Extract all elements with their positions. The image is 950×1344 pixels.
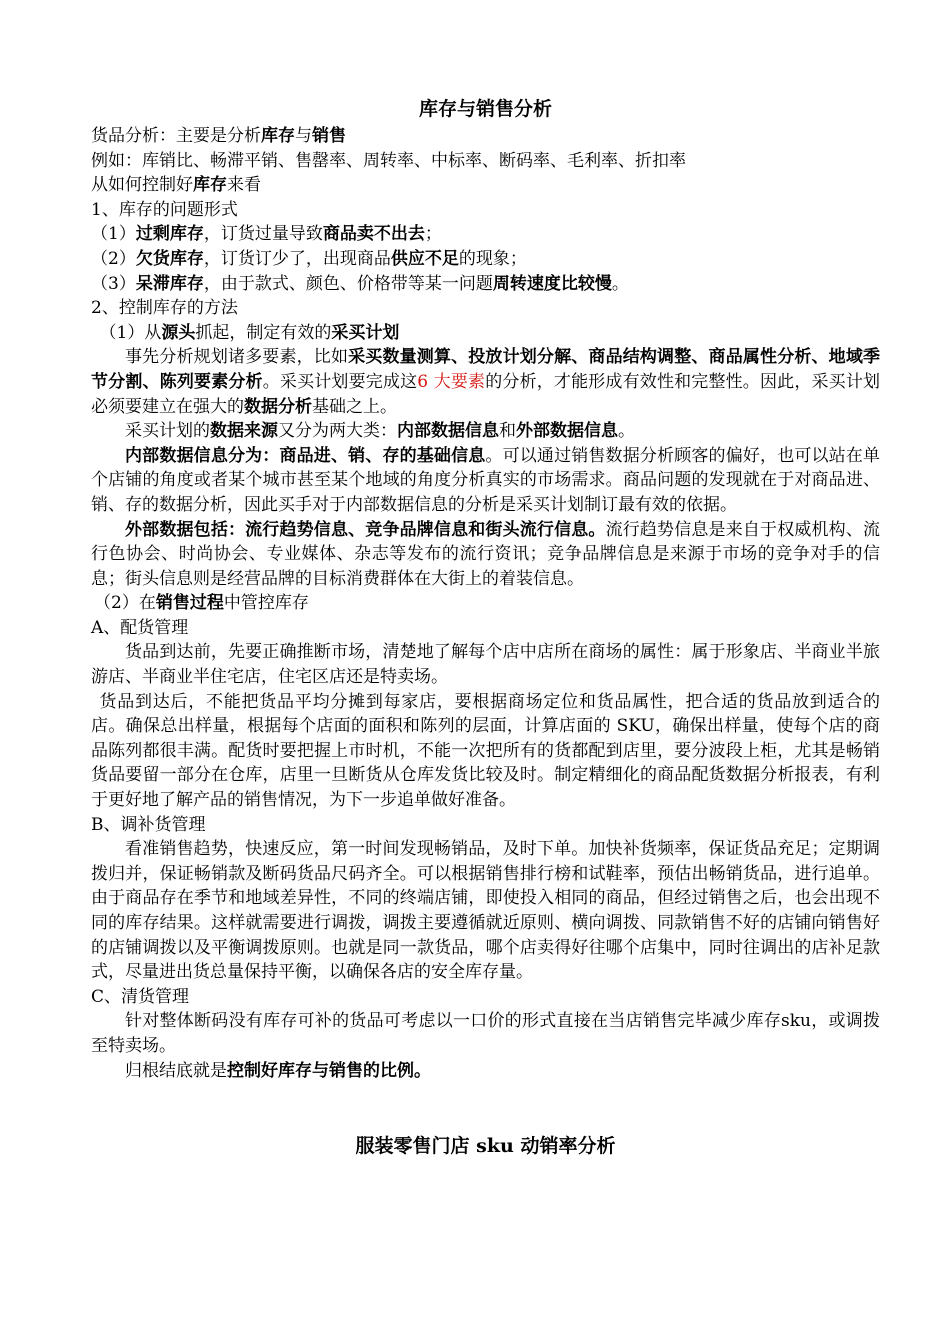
list-item-dead-stock bbox=[91, 272, 880, 297]
subheading-source-control bbox=[91, 321, 880, 346]
section-heading-b: B、调补货管理 bbox=[91, 814, 206, 835]
bold-run: 内部数据信息分为：商品进、销、存的基础信息 bbox=[125, 445, 486, 466]
bold-run: 库存 bbox=[193, 175, 227, 196]
text-run: 归根结底就是 bbox=[125, 1060, 227, 1081]
paragraph-data-source bbox=[91, 419, 880, 444]
bold-run: 数据来源 bbox=[210, 421, 278, 442]
text-run: 。 bbox=[618, 421, 635, 442]
section-heading-2: 2、控制库存的方法 bbox=[91, 298, 238, 319]
text-run: （2）在 bbox=[94, 593, 156, 614]
text-run: 。 bbox=[611, 273, 629, 294]
bold-run: 源头 bbox=[161, 322, 196, 343]
subheading-sales-control bbox=[91, 591, 880, 616]
text-run: ，订货过量导致 bbox=[203, 224, 323, 245]
text-run: （1） bbox=[91, 224, 136, 245]
text-run: 从如何控制好 bbox=[91, 175, 193, 196]
text-run: ，由于款式、颜色、价格带等某一问题 bbox=[203, 273, 493, 294]
bold-run: 数据分析 bbox=[244, 396, 312, 417]
text-run: （3） bbox=[91, 273, 136, 294]
text-run: 与 bbox=[295, 126, 312, 146]
text-run: ，订货订少了，出现商品 bbox=[203, 248, 391, 269]
text-run: 中管控库存 bbox=[223, 593, 309, 614]
highlight-run: 6 大要素 bbox=[417, 371, 486, 392]
bold-run: 采买数量测算、投放计划分解、商品结构调整、商品属性分析、地域季节分割、陈列要素分析 bbox=[91, 347, 881, 392]
bold-run: 销售过程 bbox=[155, 593, 224, 614]
bold-run: 呆滞库存 bbox=[135, 273, 204, 294]
bold-run: 周转速度比较慢 bbox=[492, 273, 612, 294]
text-run: ； bbox=[424, 224, 442, 245]
bold-run: 欠货库存 bbox=[135, 248, 204, 269]
section-heading-a: A、配货管理 bbox=[91, 617, 189, 638]
paragraph-goods-analysis bbox=[91, 124, 880, 149]
paragraph-conclusion bbox=[91, 1059, 880, 1084]
paragraph-replenishment: 看准销售趋势，快速反应，第一时间发现畅销品，及时下单。加快补货频率，保证货品充足；定期调拨归并，保证畅销款及断码货品尺码齐全。可以根据销售排行榜和试鞋率，预估出畅销货品，进行追单。由于商品存在季节和地域差异性，不同的终端店铺，即使投入相同的商品，但经过销售之后，也会出现不同的库存结果。这样就需要进行调拨，调拨主要遵循就近原则、横向调拨、同款销售不好的店铺向销售好的店铺调拨以及平衡调拨原则。也就是同一款货品，哪个店卖得好往哪个店集中，同时往调出的店补足款式，尽量进出货总量保持平衡，以确保各店的安全库存量。 bbox=[91, 839, 880, 983]
text-run: 的现象； bbox=[458, 248, 527, 269]
bold-run: 供应不足 bbox=[390, 248, 459, 269]
bold-run: 商品卖不出去 bbox=[322, 224, 425, 245]
bold-run: 外部数据包括：流行趋势信息、竞争品牌信息和街头流行信息。 bbox=[125, 519, 606, 540]
bold-run: 过剩库存 bbox=[135, 224, 204, 245]
text-run: （1）从 bbox=[99, 322, 162, 343]
paragraph-examples: 例如：库销比、畅滞平销、售罄率、周转率、中标率、断码率、毛利率、折扣率 bbox=[91, 150, 686, 171]
bold-run: 控制好库存与销售的比例。 bbox=[227, 1060, 431, 1081]
text-run: 又分为两大类： bbox=[278, 421, 397, 442]
text-run: 来看 bbox=[227, 175, 261, 196]
paragraph-purchase-plan bbox=[91, 345, 880, 419]
text-run: 的分析，才能形成有效性和完整性。因此，采买计划必须要建立在强大的 bbox=[91, 371, 881, 417]
bold-run: 库存 bbox=[261, 126, 295, 146]
document-title: 库存与销售分析 bbox=[418, 98, 552, 120]
paragraph-clearance: 针对整体断码没有库存可补的货品可考虑以一口价的形式直接在当店销售完毕减少库存sku，或调拨至特卖场。 bbox=[91, 1011, 880, 1056]
second-document-title: 服装零售门店 sku 动销率分析 bbox=[355, 1135, 616, 1158]
text-run: 事先分析规划诸多要素，比如 bbox=[125, 347, 349, 368]
text-run: 抓起，制定有效的 bbox=[195, 322, 332, 343]
section-heading-1: 1、库存的问题形式 bbox=[91, 199, 238, 220]
paragraph-internal-data bbox=[91, 444, 880, 518]
text-run: 基础之上。 bbox=[312, 396, 397, 417]
text-run: 和 bbox=[499, 421, 516, 442]
bold-run: 外部数据信息 bbox=[516, 421, 618, 442]
bold-run: 内部数据信息 bbox=[397, 421, 499, 442]
paragraph-allocation-after: 货品到达后，不能把货品平均分摊到每家店，要根据商场定位和货品属性，把合适的货品放到适合的店。确保总出样量，根据每个店面的面积和陈列的层面，计算店面的 SKU，确保出样量，使每个店的商品陈列都很丰满。配货时要把握上市时机，不能一次把所有的货都配到店里，要分波段上柜，尤其是畅销货品要留一部分在仓库，店里一旦断货从仓库发货比较及时。制定精细化的商品配货数据分析报表，有利于更好地了解产品的销售情况，为下一步追单做好准备。 bbox=[91, 691, 880, 811]
bold-run: 销售 bbox=[312, 126, 346, 146]
paragraph-external-data bbox=[91, 518, 880, 592]
text-run: 。采买计划要完成这 bbox=[262, 371, 418, 392]
list-item-excess-stock bbox=[91, 222, 880, 247]
paragraph-allocation-before: 货品到达前，先要正确推断市场，清楚地了解每个店中店所在商场的属性：属于形象店、半商业半旅游店、半商业半住宅店，住宅区店还是特卖场。 bbox=[91, 642, 880, 688]
section-heading-c: C、清货管理 bbox=[91, 986, 190, 1007]
bold-run: 采买计划 bbox=[331, 322, 400, 343]
text-run: 。可以通过销售数据分析顾客的偏好，也可以站在单个店铺的角度或者某个城市甚至某个地域的角度分析真实的市场需求。商品问题的发现就在于对商品进、销、存的数据分析，因此买手对于内部数据信息的分析是采买计划制订最有效的依据。 bbox=[91, 445, 881, 515]
paragraph-control-view bbox=[91, 173, 880, 198]
text-run: 采买计划的 bbox=[125, 421, 210, 442]
list-item-short-stock bbox=[91, 247, 880, 272]
text-run: 货品分析：主要是分析 bbox=[91, 126, 261, 146]
text-run: 流行趋势信息是来自于权威机构、流行色协会、时尚协会、专业媒体、杂志等发布的流行资讯；竞争品牌信息是来源于市场的竞争对手的信息；街头信息则是经营品牌的目标消费群体在大街上的着装信息。 bbox=[91, 519, 881, 589]
text-run: （2） bbox=[91, 248, 136, 269]
